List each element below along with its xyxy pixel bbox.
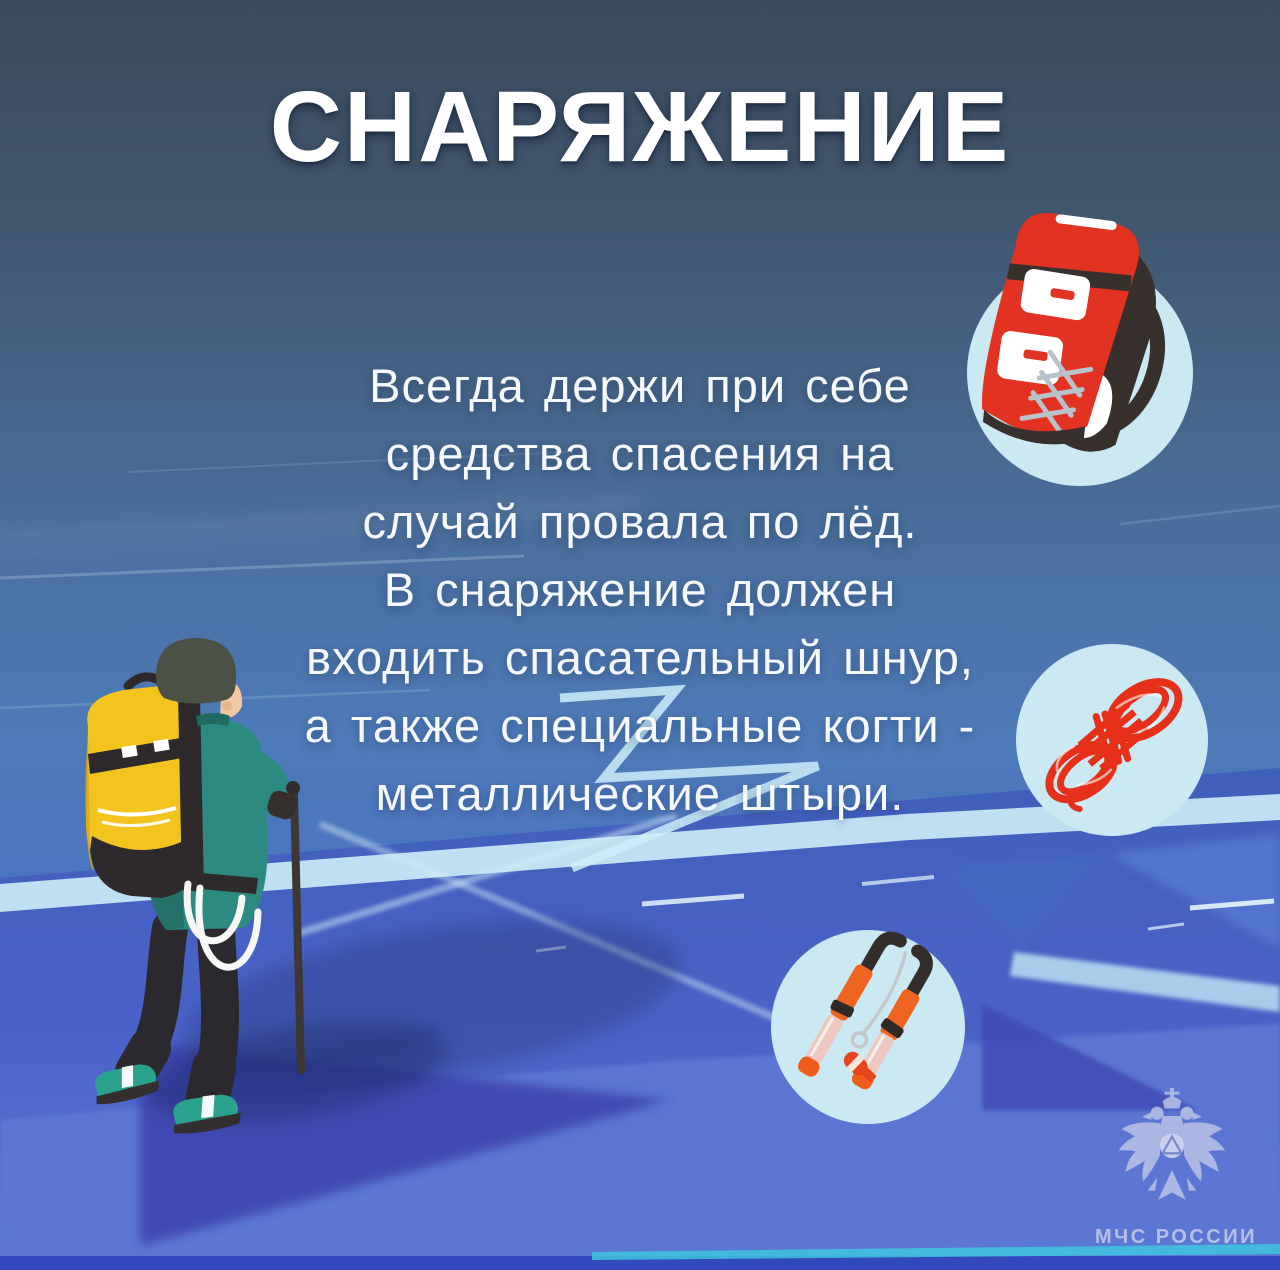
body-line-1: Всегда держи при себе — [369, 359, 911, 412]
mchs-logo-text: МЧС РОССИИ — [1095, 1226, 1257, 1248]
body-line-6: а также специальные когти - — [304, 699, 976, 752]
trekking-pole — [286, 781, 301, 1070]
body-line-5: входить спасательный шнур, — [306, 631, 974, 684]
ice-picks-badge — [768, 928, 968, 1128]
yellow-backpack — [85, 677, 204, 898]
body-line-4: В снаряжение должен — [383, 563, 897, 616]
backpack-badge — [940, 180, 1226, 500]
mchs-eagle-emblem — [1102, 1088, 1242, 1228]
page-title: СНАРЯЖЕНИЕ — [269, 71, 1011, 183]
rope-badge — [1012, 640, 1212, 840]
hiker-illustration — [30, 624, 350, 1144]
body-line-7: металлические штыри. — [375, 767, 905, 820]
body-line-2: средства спасения на — [385, 427, 895, 480]
body-line-3: случай провала по лёд. — [362, 495, 918, 548]
